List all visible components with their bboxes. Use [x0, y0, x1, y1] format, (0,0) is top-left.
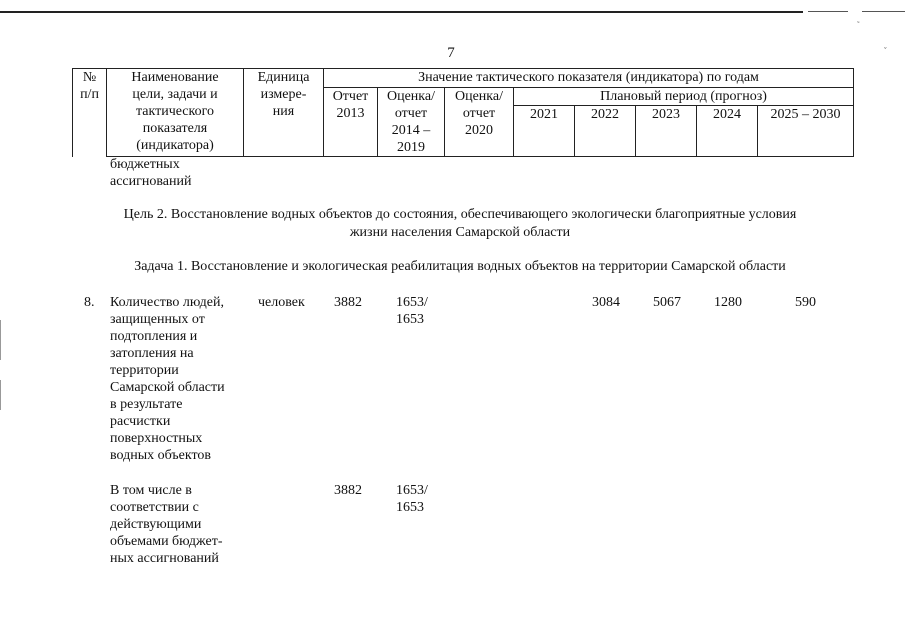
goal-heading: Цель 2. Восстановление водных объектов до состояния, обеспечивающего экологически благоприятные условия жизни населения Самарской области	[123, 207, 797, 240]
indicator-name: Количество людей, защищенных от подтопления и затопления на территории Самарской области в результате расчистки поверхностных водных объектов	[110, 295, 225, 463]
row-number: 8.	[84, 295, 95, 310]
unit: человек	[258, 295, 305, 310]
task-heading: Задача 1. Восстановление и экологическая реабилитация водных объектов на территории Самарской области	[134, 259, 786, 274]
top-rule	[0, 11, 803, 13]
header-year: 2022	[575, 106, 636, 157]
header-year: 2021	[514, 106, 575, 157]
scan-edge-line	[0, 320, 1, 360]
header-name: Наименование цели, задачи и тактического показателя (индикатора)	[107, 69, 244, 157]
value-2021: 3084	[592, 295, 620, 310]
header-estimate-2014-2019: Оценка/ отчет 2014 – 2019	[378, 88, 445, 157]
page-number: 7	[447, 45, 455, 61]
value-report-2013: 3882	[334, 483, 362, 498]
indicator-table-header	[72, 68, 854, 157]
value-estimate-2014-2019: 1653/ 1653	[396, 295, 428, 327]
value-2025-2030: 590	[795, 295, 816, 310]
header-values-group: Значение тактического показателя (индикатора) по годам	[324, 69, 854, 88]
value-report-2013: 3882	[334, 295, 362, 310]
header-year: 2025 – 2030	[758, 106, 854, 157]
top-rule-segment	[862, 11, 905, 12]
header-plan-group: Плановый период (прогноз)	[514, 88, 854, 106]
value-2023: 1280	[714, 295, 742, 310]
carryover-text: бюджетных ассигнований	[110, 157, 192, 189]
scan-mark: ˇ	[884, 46, 887, 55]
value-2022: 5067	[653, 295, 681, 310]
header-num: № п/п	[73, 69, 107, 157]
top-rule-segment	[808, 11, 848, 12]
header-unit: Единица измере- ния	[244, 69, 324, 157]
indicator-name: В том числе в соответствии с действующими объемами бюджет- ных ассигнований	[110, 483, 223, 566]
header-year: 2024	[697, 106, 758, 157]
scan-edge-line	[0, 380, 1, 410]
header-year: 2023	[636, 106, 697, 157]
header-estimate-2020: Оценка/ отчет 2020	[445, 88, 514, 157]
value-estimate-2014-2019: 1653/ 1653	[396, 483, 428, 515]
scan-mark: ˜	[857, 20, 860, 29]
header-report: Отчет 2013	[324, 88, 378, 157]
